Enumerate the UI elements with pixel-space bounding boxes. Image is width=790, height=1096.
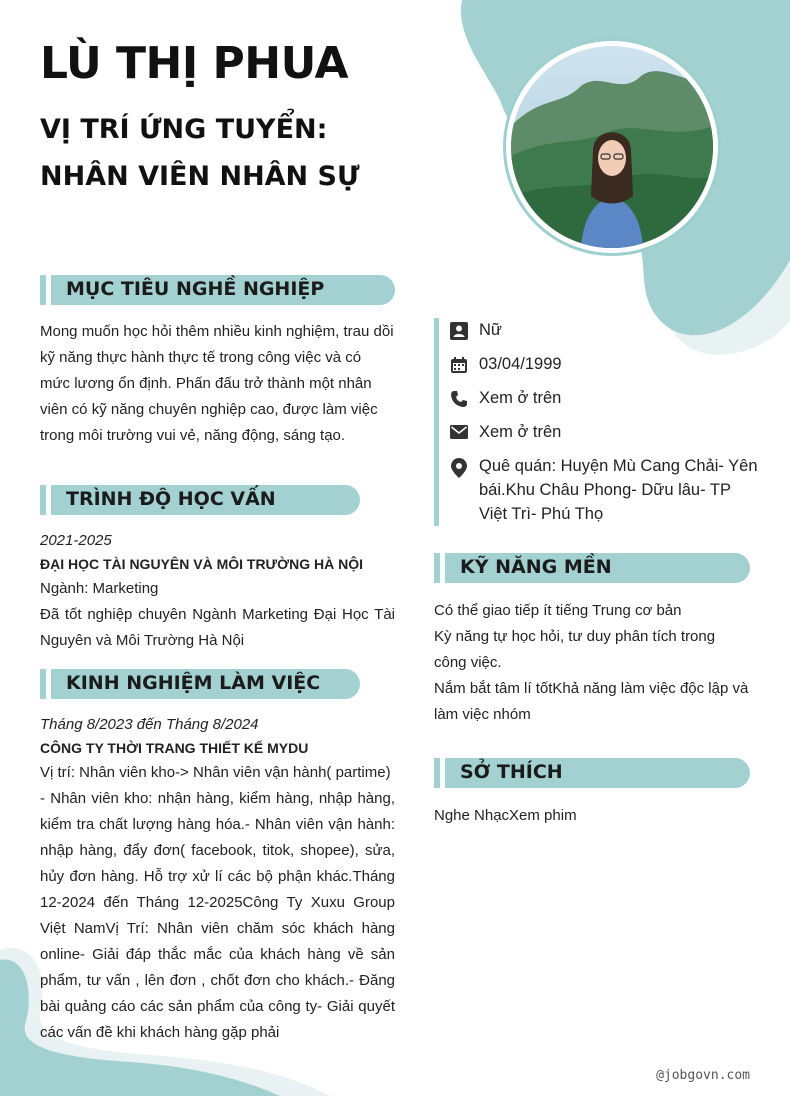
education-period: 2021-2025	[40, 532, 112, 549]
section-header-objective	[40, 275, 395, 305]
contact-email	[439, 420, 759, 444]
gender-value: Nữ	[479, 321, 502, 339]
list-item: Kỳ năng tự học hỏi, tư duy phân tích trong công việc.	[434, 628, 716, 671]
avatar	[511, 46, 713, 248]
person-icon	[439, 318, 479, 340]
objective-text: Mong muốn học hỏi thêm nhiều kinh nghiệm, trau dồi kỹ năng thực hành thực tế trong công việc và có mức lương ổn định. Phấn đấu trở thành một nhân viên có kỹ năng chuyên nghiệp cao, được làm việc trong môi trường vui vẻ, năng động, sáng tạo.	[40, 323, 394, 444]
education-school: ĐẠI HỌC TÀI NGUYÊN VÀ MÔI TRƯỜNG HÀ NỘI	[40, 556, 364, 572]
experience-description: - Nhân viên kho: nhận hàng, kiểm hàng, nhập hàng, kiểm tra chất lượng hàng hóa.- Nhân viên vận hành: nhập hàng, đẩy đơn( facebook, titok, shopee), sửa, hủy đơn hàng. Hỗ trợ xử lí các bộ phận khác.Tháng 12-2024 đến Tháng 12-2025Công Ty Xuxu Group Việt NamVị Trí: Nhân viên chăm sóc khách hàng online- Giải đáp thắc mắc của khách hàng về sản phẩm, tư vấn , lên đơn , chốt đơn cho khách.- Đăng bài quảng cáo các sản phẩm của công ty- Giải quyết các vấn đề khi khách hàng gặp phải	[40, 790, 395, 1041]
email-value: Xem ở trên	[479, 423, 562, 441]
phone-icon	[439, 386, 479, 408]
experience-role: Vị trí: Nhân viên kho-> Nhân viên vận hành( partime)	[40, 764, 391, 781]
calendar-icon	[439, 352, 479, 374]
section-title-education: TRÌNH ĐỘ HỌC VẤN	[66, 488, 276, 510]
hometown-value: Quê quán: Huyện Mù Cang Chải- Yên bái.Khu Châu Phong- Dữu lâu- TP Việt Trì- Phú Thọ	[479, 457, 758, 523]
list-item: Nắm bắt tâm lí tốtKhả năng làm việc độc lập và làm việc nhóm	[434, 680, 749, 723]
hobbies-text: Nghe NhạcXem phim	[434, 807, 577, 824]
section-title-soft-skills: KỸ NĂNG MỀN	[460, 556, 612, 578]
location-pin-icon	[439, 454, 479, 478]
section-header-experience	[40, 669, 360, 699]
mail-icon	[439, 420, 479, 440]
soft-skills-list	[434, 598, 750, 728]
section-header-education	[40, 485, 360, 515]
education-description: Đã tốt nghiệp chuyên Ngành Marketing Đại Học Tài Nguyên và Môi Trường Hà Nội	[40, 606, 395, 649]
candidate-name: LÙ THỊ PHUA	[40, 38, 349, 89]
contact-birthday	[439, 352, 759, 376]
section-header-hobbies	[434, 758, 750, 788]
experience-company: CÔNG TY THỜI TRANG THIẾT KẾ MYDU	[40, 740, 309, 756]
section-title-objective: MỤC TIÊU NGHỀ NGHIỆP	[66, 278, 325, 300]
contact-phone	[439, 386, 759, 410]
contact-hometown	[439, 454, 759, 526]
experience-period: Tháng 8/2023 đến Tháng 8/2024	[40, 716, 259, 733]
education-major: Ngành: Marketing	[40, 580, 159, 597]
phone-value: Xem ở trên	[479, 389, 562, 407]
birthday-value: 03/04/1999	[479, 355, 562, 373]
section-title-experience: KINH NGHIỆM LÀM VIỆC	[66, 672, 321, 694]
contact-gender	[439, 318, 759, 342]
list-item: Có thể giao tiếp ít tiếng Trung cơ bản	[434, 602, 682, 619]
section-header-soft-skills	[434, 553, 750, 583]
applied-position: VỊ TRÍ ỨNG TUYỂN: NHÂN VIÊN NHÂN SỰ	[40, 114, 360, 192]
contact-info	[434, 318, 759, 526]
footer-watermark: @jobgovn.com	[656, 1068, 750, 1083]
section-title-hobbies: SỞ THÍCH	[460, 761, 563, 783]
